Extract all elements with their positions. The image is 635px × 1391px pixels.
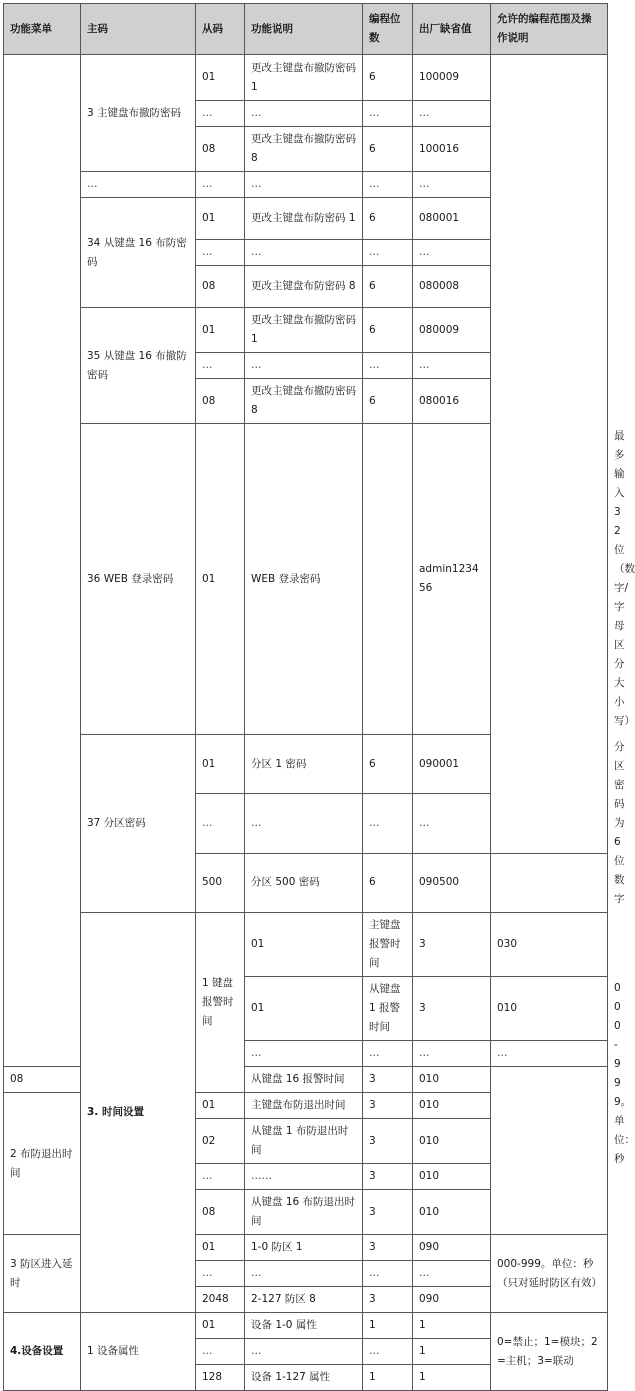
sub-code-cell: 01 — [196, 55, 245, 101]
default-cell: 100016 — [413, 127, 491, 172]
digits-cell: 3 — [363, 1093, 413, 1119]
main-code-cell: 37 分区密码 — [81, 735, 196, 913]
default-cell: 010 — [413, 1067, 491, 1093]
header-menu: 功能菜单 — [4, 4, 81, 55]
sub-code-cell: … — [196, 794, 245, 853]
description-cell: 从键盘 16 布防退出时间 — [245, 1190, 363, 1235]
default-cell: 1 — [413, 1365, 491, 1391]
digits-cell: … — [363, 353, 413, 379]
menu-cell-time-settings: 3. 时间设置 — [81, 913, 196, 1313]
menu-cell-device-settings: 4.设备设置 — [4, 1313, 81, 1391]
sub-code-cell: … — [196, 101, 245, 127]
digits-cell — [363, 424, 413, 735]
default-cell: 1 — [413, 1339, 491, 1365]
default-cell: 010 — [413, 1190, 491, 1235]
table-row — [4, 1313, 608, 1339]
digits-cell: 3 — [363, 1235, 413, 1261]
programming-table — [3, 3, 635, 1391]
default-cell: 010 — [491, 977, 608, 1041]
description-cell: 1-0 防区 1 — [245, 1235, 363, 1261]
description-cell: 更改主键盘布防密码 1 — [245, 198, 363, 240]
main-code-cell: … — [81, 172, 196, 198]
sub-code-cell: 01 — [196, 1235, 245, 1261]
sub-code-cell: 08 — [196, 127, 245, 172]
default-cell: 080008 — [413, 266, 491, 308]
sub-code-cell: 2048 — [196, 1287, 245, 1313]
digits-cell: … — [363, 1339, 413, 1365]
description-cell: 更改主键盘布撤防密码 1 — [245, 308, 363, 353]
description-cell: … — [245, 794, 363, 853]
sub-code-cell: 08 — [4, 1067, 81, 1093]
description-cell: 分区 500 密码 — [245, 853, 363, 912]
sub-code-cell: 01 — [196, 198, 245, 240]
main-code-cell: 3 主键盘布撤防密码 — [81, 55, 196, 172]
digits-cell: … — [363, 794, 413, 853]
description-cell: …… — [245, 1164, 363, 1190]
default-cell: 090500 — [413, 853, 491, 912]
main-code-cell: 34 从键盘 16 布防密码 — [81, 198, 196, 308]
sub-code-cell: … — [196, 1339, 245, 1365]
table-row: 36 WEB 登录密码 01 WEB 登录密码 admin123456 最多输入 32 位（数字/字母区分大小写） — [4, 424, 608, 735]
description-cell: 从键盘 1 报警时间 — [363, 977, 413, 1041]
description-cell: 主键盘报警时间 — [363, 913, 413, 977]
digits-cell: 3 — [363, 1190, 413, 1235]
digits-cell: 3 — [413, 913, 491, 977]
table-row — [4, 55, 608, 101]
description-cell: 更改主键盘布防密码 8 — [245, 266, 363, 308]
range-cell: 0=禁止；1=模块；2=主机；3=联动 — [491, 1313, 608, 1391]
default-cell: 090 — [413, 1235, 491, 1261]
header-default: 出厂缺省值 — [413, 4, 491, 55]
description-cell: 更改主键盘布撤防密码 8 — [245, 127, 363, 172]
default-cell: 010 — [413, 1164, 491, 1190]
digits-cell: 3 — [363, 1067, 413, 1093]
sub-code-cell: 08 — [196, 266, 245, 308]
digits-cell: … — [413, 1041, 491, 1067]
digits-cell: 6 — [363, 266, 413, 308]
sub-code-cell: 01 — [245, 913, 363, 977]
description-cell: … — [245, 101, 363, 127]
digits-cell: 3 — [363, 1119, 413, 1164]
default-cell: … — [413, 172, 491, 198]
sub-code-cell: … — [245, 1041, 363, 1067]
description-cell: 设备 1-127 属性 — [245, 1365, 363, 1391]
default-cell: 010 — [413, 1093, 491, 1119]
sub-code-cell: 01 — [245, 977, 363, 1041]
sub-code-cell: 128 — [196, 1365, 245, 1391]
description-cell: 从键盘 16 报警时间 — [245, 1067, 363, 1093]
digits-cell: 6 — [363, 127, 413, 172]
description-cell: 分区 1 密码 — [245, 735, 363, 794]
sub-code-cell: 01 — [196, 735, 245, 794]
digits-cell: 3 — [413, 977, 491, 1041]
default-cell: 010 — [413, 1119, 491, 1164]
sub-code-cell: … — [196, 1164, 245, 1190]
digits-cell: 6 — [363, 735, 413, 794]
sub-code-cell: 01 — [196, 1093, 245, 1119]
digits-cell: 6 — [363, 379, 413, 424]
header-row — [4, 4, 608, 55]
default-cell: 030 — [491, 913, 608, 977]
digits-cell: 1 — [363, 1313, 413, 1339]
sub-code-cell: … — [196, 1261, 245, 1287]
sub-code-cell: 01 — [196, 424, 245, 735]
sub-code-cell: 01 — [196, 308, 245, 353]
header-description: 功能说明 — [245, 4, 363, 55]
default-cell: 080016 — [413, 379, 491, 424]
description-cell: … — [245, 1339, 363, 1365]
digits-cell: 1 — [363, 1365, 413, 1391]
description-cell: … — [245, 172, 363, 198]
range-cell: 000-999。单位：秒（只对延时防区有效） — [491, 1235, 608, 1313]
description-cell: 更改主键盘布撤防密码 8 — [245, 379, 363, 424]
sub-code-cell: … — [196, 353, 245, 379]
digits-cell: … — [363, 101, 413, 127]
default-cell: … — [413, 240, 491, 266]
main-code-cell: 1 设备属性 — [81, 1313, 196, 1391]
sub-code-cell: … — [196, 240, 245, 266]
main-code-cell: 36 WEB 登录密码 — [81, 424, 196, 735]
description-cell: … — [245, 353, 363, 379]
header-range: 允许的编程范围及操作说明 — [491, 4, 608, 55]
description-cell: 主键盘布防退出时间 — [245, 1093, 363, 1119]
default-cell: 090001 — [413, 735, 491, 794]
digits-cell: 3 — [363, 1287, 413, 1313]
default-cell: … — [413, 794, 491, 853]
digits-cell: … — [363, 172, 413, 198]
menu-cell-blank — [4, 55, 81, 1067]
default-cell: … — [491, 1041, 608, 1067]
default-cell: 080009 — [413, 308, 491, 353]
main-code-cell: 35 从键盘 16 布撤防密码 — [81, 308, 196, 424]
default-cell: … — [413, 353, 491, 379]
default-cell: 100009 — [413, 55, 491, 101]
sub-code-cell: 02 — [196, 1119, 245, 1164]
default-cell: … — [413, 1261, 491, 1287]
header-digits: 编程位数 — [363, 4, 413, 55]
main-code-cell: 2 布防退出时间 — [4, 1093, 81, 1235]
main-code-cell: 1 键盘报警时间 — [196, 913, 245, 1093]
description-cell: WEB 登录密码 — [245, 424, 363, 735]
header-sub-code: 从码 — [196, 4, 245, 55]
digits-cell: 3 — [363, 1164, 413, 1190]
sub-code-cell: 500 — [196, 853, 245, 912]
description-cell: … — [245, 1261, 363, 1287]
digits-cell: … — [363, 240, 413, 266]
sub-code-cell: 08 — [196, 1190, 245, 1235]
sub-code-cell: 01 — [196, 1313, 245, 1339]
table-row: 3. 时间设置 1 键盘报警时间 01 主键盘报警时间 3 030 000-999。单位：秒 — [4, 913, 608, 977]
sub-code-cell: 08 — [196, 379, 245, 424]
description-cell: 设备 1-0 属性 — [245, 1313, 363, 1339]
header-main-code: 主码 — [81, 4, 196, 55]
default-cell: admin123456 — [413, 424, 491, 735]
sub-code-cell: … — [196, 172, 245, 198]
description-cell: … — [245, 240, 363, 266]
default-cell: 090 — [413, 1287, 491, 1313]
default-cell: 080001 — [413, 198, 491, 240]
default-cell: 1 — [413, 1313, 491, 1339]
description-cell: 2-127 防区 8 — [245, 1287, 363, 1313]
description-cell: … — [363, 1041, 413, 1067]
table-row: 37 分区密码 01 分区 1 密码 6 090001 分区密码为 6 位数字 — [4, 735, 608, 794]
digits-cell: 6 — [363, 55, 413, 101]
description-cell: 从键盘 1 布防退出时间 — [245, 1119, 363, 1164]
default-cell: … — [413, 101, 491, 127]
digits-cell: 6 — [363, 853, 413, 912]
description-cell: 更改主键盘布撤防密码 1 — [245, 55, 363, 101]
digits-cell: 6 — [363, 308, 413, 353]
range-cell-blank — [491, 55, 608, 854]
digits-cell: 6 — [363, 198, 413, 240]
main-code-cell: 3 防区进入延时 — [4, 1235, 81, 1313]
digits-cell: … — [363, 1261, 413, 1287]
